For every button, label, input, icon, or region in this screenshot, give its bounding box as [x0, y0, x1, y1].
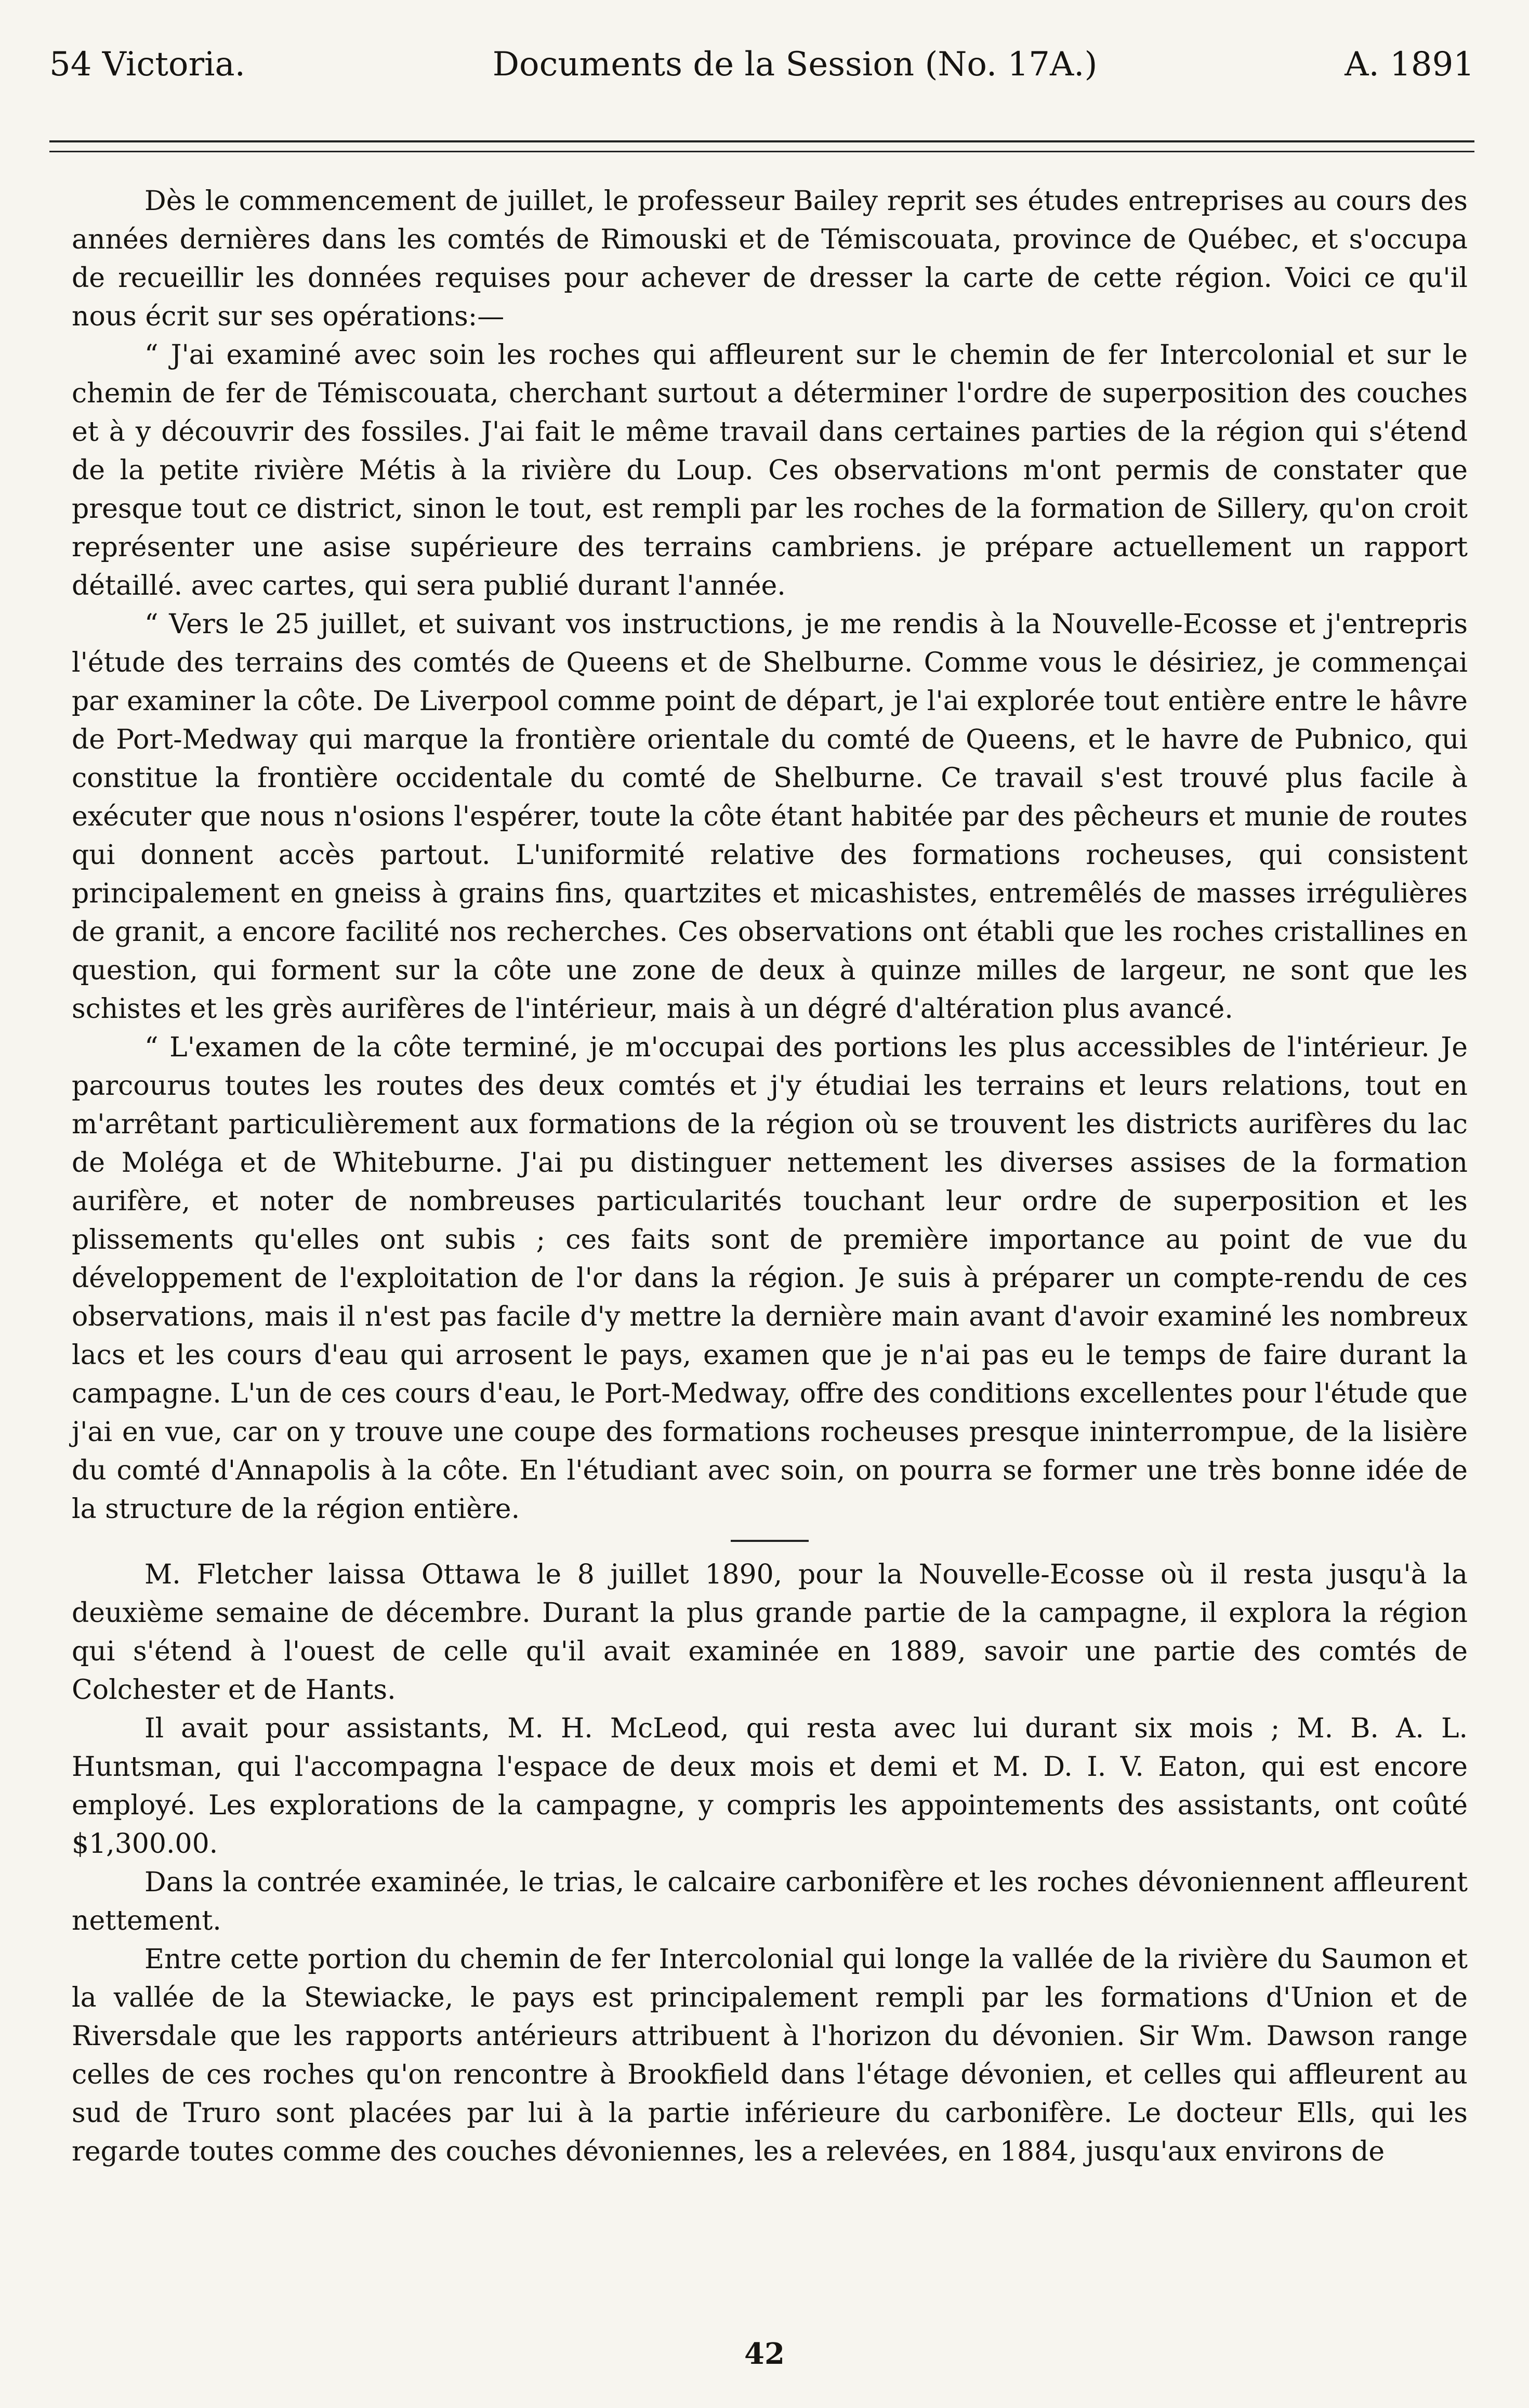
header-rule-top: [49, 140, 1474, 142]
header-regnal-year: 54 Victoria.: [49, 45, 245, 84]
paragraph: Il avait pour assistants, M. H. McLeod, qui resta avec lui durant six mois ; M. B. A. L. Huntsman, qui l'accompagna l'espace de deux mois et demi et M. D. I. V. Eaton, qui est encore employé. Les explorations de la campagne, y compris les appointements des assistants, ont coûté $1,300.00.: [72, 1713, 1468, 1860]
paragraph: Entre cette portion du chemin de fer Intercolonial qui longe la vallée de la rivière du Saumon et la vallée de la Stewiacke, le pays est principalement rempli par les formations d'Union et de Riversdale que les rapports antérieurs attribuent à l'horizon du dévonien. Sir Wm. Dawson range celles de ces roches qu'on rencontre à Brookfield dans l'étage dévonien, et celles qui affleurent au sud de Truro sont placées par lui à la partie inférieure du carbonifère. Le docteur Ells, qui les regarde toutes comme des couches dévoniennes, les a relevées, en 1884, jusqu'aux environs de: [72, 1944, 1468, 2167]
body-text: [72, 182, 1468, 2171]
page-number: 42: [744, 2337, 785, 2371]
header-rule-bottom: [49, 151, 1474, 152]
paragraph: Dès le commencement de juillet, le professeur Bailey reprit ses études entreprises au cours des années dernières dans les comtés de Rimouski et de Témiscouata, province de Québec, et s'occupa de recueillir les données requises pour achever de dresser la carte de cette région. Voici ce qu'il nous écrit sur ses opérations:—: [72, 186, 1468, 332]
paragraph: “ Vers le 25 juillet, et suivant vos instructions, je me rendis à la Nouvelle-Ecosse et j'entrepris l'étude des terrains des comtés de Queens et de Shelburne. Comme vous le désiriez, je commençai par examiner la côte. De Liverpool comme point de départ, je l'ai explorée tout entière entre le hâvre de Port-Medway qui marque la frontière orientale du comté de Queens, et le havre de Pubnico, qui constitue la frontière occidentale du comté de Shelburne. Ce travail s'est trouvé plus facile à exécuter que nous n'osions l'espérer, toute la côte étant habitée par des pêcheurs et munie de routes qui donnent accès partout. L'uniformité relative des formations rocheuses, qui consistent principalement en gneiss à grains fins, quartzites et micashistes, entremêlés de masses irrégulières de granit, a encore facilité nos recherches. Ces observations ont établi que les roches cristallines en question, qui forment sur la côte une zone de deux à quinze milles de largeur, ne sont que les schistes et les grès aurifères de l'intérieur, mais à un dégré d'altération plus avancé.: [72, 609, 1468, 1025]
paragraph: Dans la contrée examinée, le trias, le calcaire carbonifère et les roches dévoniennent affleurent nettement.: [72, 1867, 1468, 1936]
header-year: A. 1891: [1345, 45, 1474, 84]
header-document-title: Documents de la Session (No. 17A.): [492, 45, 1098, 84]
paragraph: “ J'ai examiné avec soin les roches qui affleurent sur le chemin de fer Intercolonial et sur le chemin de fer de Témiscouata, cherchant surtout a déterminer l'ordre de superposition des couches et à y découvrir des fossiles. J'ai fait le même travail dans certaines parties de la région qui s'étend de la petite rivière Métis à la rivière du Loup. Ces observations m'ont permis de constater que presque tout ce district, sinon le tout, est rempli par les roches de la formation de Sillery, qu'on croit représenter une asise supérieure des terrains cambriens. je prépare actuellement un rapport détaillé. avec cartes, qui sera publié durant l'année.: [72, 339, 1468, 601]
section-separator: [731, 1540, 809, 1542]
running-header: [49, 45, 1474, 84]
paragraph: “ L'examen de la côte terminé, je m'occupai des portions les plus accessibles de l'intérieur. Je parcourus toutes les routes des deux comtés et j'y étudiai les terrains et leurs relations, tout en m'arrêtant particulièrement aux formations de la région où se trouvent les districts aurifères du lac de Moléga et de Whiteburne. J'ai pu distinguer nettement les diverses assises de la formation aurifère, et noter de nombreuses particularités touchant leur ordre de superposition et les plissements qu'elles ont subis ; ces faits sont de première importance au point de vue du développement de l'exploitation de l'or dans la région. Je suis à préparer un compte-rendu de ces observations, mais il n'est pas facile d'y mettre la dernière main avant d'avoir examiné les nombreux lacs et les cours d'eau qui arrosent le pays, examen que je n'ai pas eu le temps de faire durant la campagne. L'un de ces cours d'eau, le Port-Medway, offre des conditions excellentes pour l'étude que j'ai en vue, car on y trouve une coupe des formations rocheuses presque ininterrompue, de la lisière du comté d'Annapolis à la côte. En l'étudiant avec soin, on pourra se former une très bonne idée de la structure de la région entière.: [72, 1032, 1468, 1525]
paragraph: M. Fletcher laissa Ottawa le 8 juillet 1890, pour la Nouvelle-Ecosse où il resta jusqu'à la deuxième semaine de décembre. Durant la plus grande partie de la campagne, il explora la région qui s'étend à l'ouest de celle qu'il avait examinée en 1889, savoir une partie des comtés de Colchester et de Hants.: [72, 1559, 1468, 1706]
